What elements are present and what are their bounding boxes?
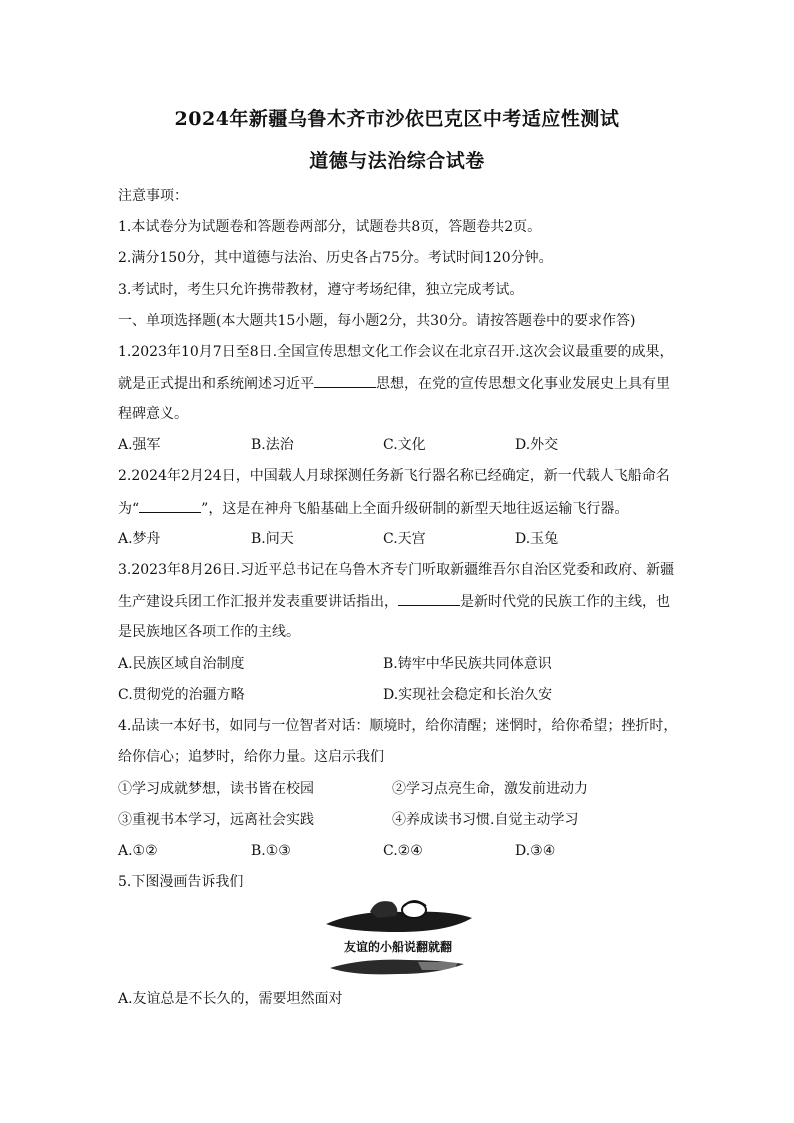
- q2-option-d: D.玉兔: [515, 531, 559, 547]
- q3-option-b: B.铸牢中华民族共同体意识: [383, 656, 552, 672]
- q2-stem-text-a: 为“: [118, 501, 140, 517]
- cartoon-caption: 友谊的小船说翻就翻: [343, 940, 453, 954]
- q1-stem-line-2: [118, 373, 678, 394]
- q3-option-c: C.贯彻党的治疆方略: [118, 687, 245, 703]
- notice-item-2: 2.满分150分，其中道德与法治、历史各占75分。考试时间120分钟。: [118, 250, 553, 266]
- notice-heading: 注意事项：: [118, 188, 188, 204]
- q1-option-c: C.文化: [383, 437, 426, 453]
- q4-stem-line-1: 4.品读一本好书，如同与一位智者对话：顺境时，给你清醒；迷惘时，给你希望；挫折时，: [118, 718, 678, 734]
- water-splash: [418, 962, 458, 970]
- q1-blank: [314, 373, 376, 388]
- q3-stem-line-3: 是民族地区各项工作的主线。: [118, 624, 300, 640]
- q4-statement-3: ③重视书本学习，远离社会实践: [118, 812, 314, 828]
- q4-statement-1: ①学习成就梦想，读书皆在校园: [118, 781, 314, 797]
- q4-stem-line-2: 给你信心；追梦时，给你力量。这启示我们: [118, 749, 384, 765]
- q2-option-b: B.问天: [251, 531, 294, 547]
- q3-stem-text-a: 生产建设兵团工作汇报并发表重要讲话指出，: [118, 594, 398, 610]
- q5-stem-line-1: 5.下图漫画告诉我们: [118, 874, 244, 890]
- section-heading: 一、单项选择题(本大题共15小题，每小题2分，共30分。请按答题卷中的要求作答): [118, 313, 636, 329]
- notice-item-1: 1.本试卷分为试题卷和答题卷两部分，试题卷共8页，答题卷共2页。: [118, 219, 542, 235]
- q1-stem-line-1: 1.2023年10月7日至8日.全国宣传思想文化工作会议在北京召开.这次会议最重要的成果，: [118, 344, 674, 360]
- notice-item-3: 3.考试时，考生只允许携带教材，遵守考场纪律，独立完成考试。: [118, 282, 524, 298]
- q2-stem-line-1: 2.2024年2月24日，中国载人月球探测任务新飞行器名称已经确定，新一代载人飞船命名: [118, 468, 670, 484]
- q4-option-a: A.①②: [118, 843, 158, 859]
- q2-option-a: A.梦舟: [118, 531, 161, 547]
- q1-stem-line-3: 程碑意义。: [118, 406, 188, 422]
- exam-title: 2024年新疆乌鲁木齐市沙依巴克区中考适应性测试: [174, 108, 620, 130]
- q5-option-a: A.友谊总是不长久的，需要坦然面对: [118, 991, 343, 1007]
- q1-stem-text-b: 思想，在党的宣传思想文化事业发展史上具有里: [376, 376, 670, 392]
- boat-hull: [326, 912, 472, 932]
- q1-option-a: A.强军: [118, 437, 161, 453]
- q1-stem-text-a: 就是正式提出和系统阐述习近平: [118, 376, 314, 392]
- friendship-boat-cartoon: [318, 898, 478, 978]
- q1-option-d: D.外交: [515, 437, 559, 453]
- q4-option-c: C.②④: [383, 843, 423, 859]
- q2-option-c: C.天宫: [383, 531, 426, 547]
- q3-stem-line-2: [118, 591, 678, 612]
- q4-statement-4: ④养成读书习惯.自觉主动学习: [392, 812, 579, 828]
- q3-stem-text-b: 是新时代党的民族工作的主线，也: [460, 594, 670, 610]
- q3-stem-line-1: 3.2023年8月26日.习近平总书记在乌鲁木齐专门听取新疆维吾尔自治区党委和政府、新疆: [118, 562, 675, 578]
- exam-subtitle: 道德与法治综合试卷: [309, 150, 485, 172]
- q4-statement-2: ②学习点亮生命，激发前进动力: [392, 781, 588, 797]
- q4-option-b: B.①③: [251, 843, 291, 859]
- q1-option-b: B.法治: [251, 437, 294, 453]
- q4-option-d: D.③④: [515, 843, 556, 859]
- q2-stem-text-b: ”，这是在神舟飞船基础上全面升级研制的新型天地往返运输飞行器。: [201, 501, 629, 517]
- q2-blank: [139, 498, 201, 513]
- q3-option-d: D.实现社会稳定和长治久安: [383, 687, 553, 703]
- q3-option-a: A.民族区域自治制度: [118, 656, 245, 672]
- q3-blank: [398, 591, 460, 606]
- q2-stem-line-2: [118, 498, 678, 519]
